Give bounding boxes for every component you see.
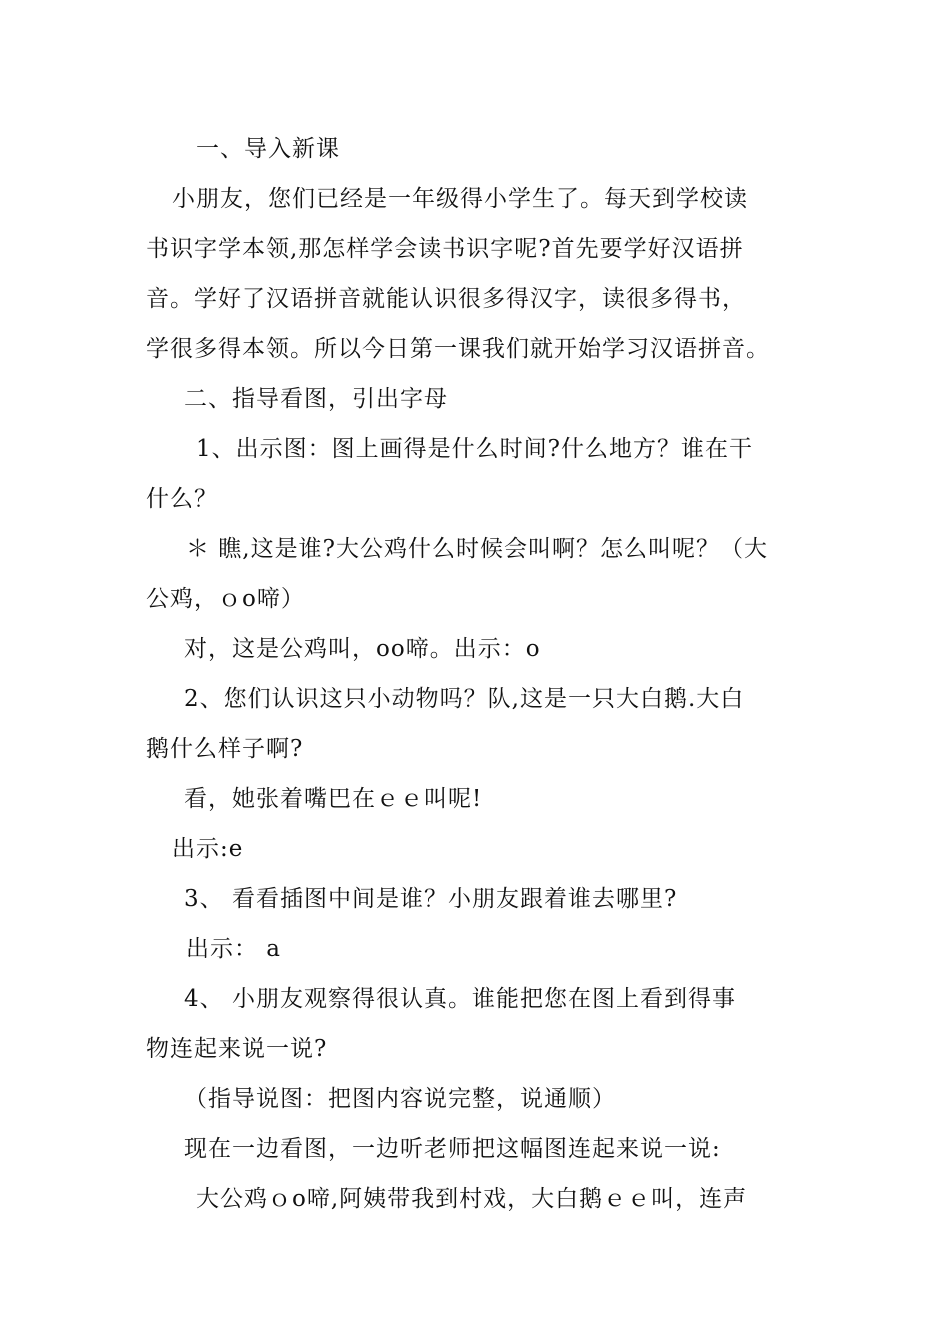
paragraph-line: ＊ 瞧,这是谁?大公鸡什么时候会叫啊？怎么叫呢？（大 <box>186 536 768 562</box>
paragraph-line: 对，这是公鸡叫，oo啼。出示：o <box>184 636 541 662</box>
paragraph-line: 大公鸡ｏo啼,阿姨带我到村戏，大白鹅ｅｅ叫，连声 <box>196 1186 748 1212</box>
paragraph-line: 什么？ <box>146 486 218 512</box>
paragraph-line: 小朋友，您们已经是一年级得小学生了。每天到学校读 <box>172 186 748 212</box>
paragraph-line: 出示:e <box>172 836 244 862</box>
paragraph-line: 1、出示图：图上画得是什么时间?什么地方？谁在干 <box>196 436 753 462</box>
paragraph-line: 鹅什么样子啊? <box>146 736 304 762</box>
paragraph-line: 学很多得本领。所以今日第一课我们就开始学习汉语拼音。 <box>146 336 770 362</box>
paragraph-line: 3、 看看插图中间是谁？小朋友跟着谁去哪里? <box>184 886 678 912</box>
paragraph-line: 音。学好了汉语拼音就能认识很多得汉字，读很多得书， <box>146 286 746 312</box>
paragraph-line: 书识字学本领,那怎样学会读书识字呢?首先要学好汉语拼 <box>146 236 744 262</box>
paragraph-line: 2、您们认识这只小动物吗？队,这是一只大白鹅.大白 <box>184 686 745 712</box>
paragraph-line: 物连起来说一说? <box>146 1036 328 1062</box>
paragraph-line: 出示： a <box>186 936 282 962</box>
paragraph-line: 公鸡，ｏo啼） <box>146 586 305 612</box>
paragraph-line: 现在一边看图，一边听老师把这幅图连起来说一说: <box>184 1136 721 1162</box>
section-heading-intro: 一、导入新课 <box>196 136 340 162</box>
section-heading-guide: 二、指导看图，引出字母 <box>184 386 448 412</box>
paragraph-line: 4、 小朋友观察得很认真。谁能把您在图上看到得事 <box>184 986 736 1012</box>
paragraph-line: （指导说图：把图内容说完整，说通顺） <box>184 1086 616 1112</box>
paragraph-line: 看，她张着嘴巴在ｅｅ叫呢! <box>184 786 483 812</box>
